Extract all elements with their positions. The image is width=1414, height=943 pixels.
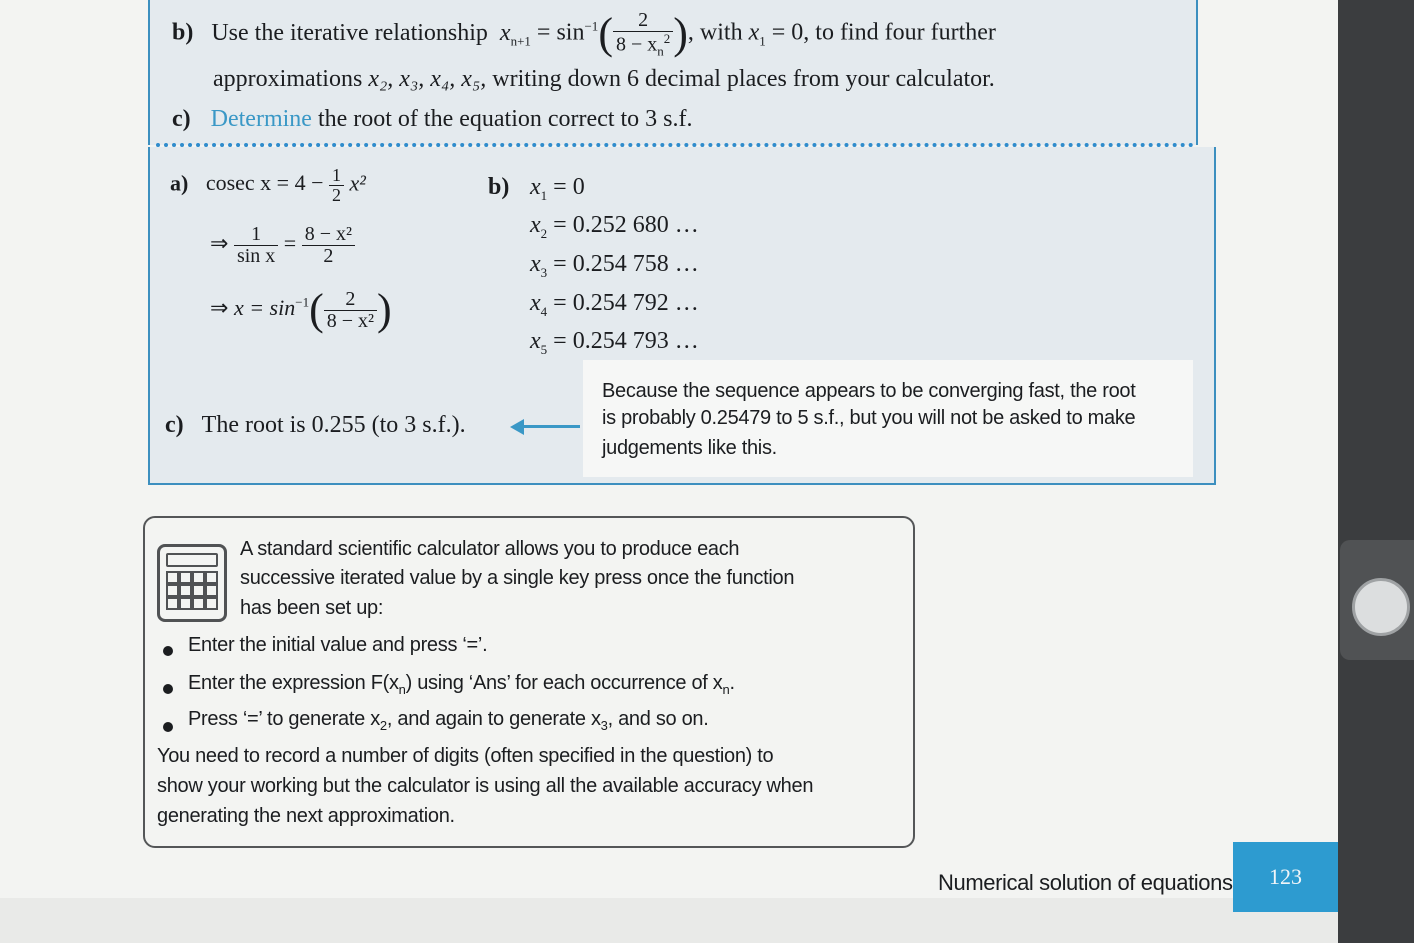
bullet-icon	[163, 684, 173, 694]
question-c-label: c)	[172, 106, 191, 132]
note-line: judgements like this.	[602, 437, 777, 459]
tip-outro: generating the next approximation.	[157, 805, 455, 827]
tip-intro: A standard scientific calculator allows you to produce each	[240, 538, 740, 560]
solution-a-line2: ⇒ $\frac{1}{\text{sin x}}$ = $\frac{\text{8 − x²}}{2}$	[210, 224, 355, 267]
tip-outro: show your working but the calculator is using all the available accuracy when	[157, 775, 814, 797]
question-b-label: b)	[172, 19, 194, 46]
solution-a-label: a)	[170, 170, 189, 196]
arrow-line	[520, 425, 580, 428]
page-number-tab	[1233, 842, 1338, 912]
solution-a-line3: ⇒ $x = \sin^{-1}$( $\frac{2}{\text{8 − x²}}$ )	[210, 285, 392, 334]
page-bottom-strip	[0, 898, 1338, 943]
tip-outro: You need to record a number of digits (often specified in the question) to	[157, 745, 774, 767]
tip-bullet: Press ‘=’ to generate $x_2$, and again to generate $x_3$, and so on.	[188, 708, 709, 733]
iteration-row: $x_3 = 0.254$ 758 …	[530, 251, 699, 280]
note-line: is probably 0.25479 to 5 s.f., but you will not be asked to make	[602, 407, 1136, 429]
calculator-icon	[157, 544, 227, 622]
solution-c: c) The root is 0.255 (to 3 s.f.).	[165, 412, 466, 438]
question-b-continued: approximations x₂, x₃, x₄, x₅, writing down 6 decimal places from your calculator.	[213, 66, 995, 92]
iteration-row: $x_5 = 0.254$ 793 …	[530, 328, 699, 357]
solution-c-label: c)	[165, 412, 184, 438]
iteration-row: $x_2 = 0.252$ 680 …	[530, 212, 699, 241]
note-line: Because the sequence appears to be converging fast, the root	[602, 380, 1136, 402]
bullet-icon	[163, 722, 173, 732]
question-c: c) Determine the root of the equation correct to 3 s.f.	[172, 106, 693, 132]
arrow-left-icon	[510, 419, 524, 435]
bullet-icon	[163, 646, 173, 656]
solution-b-label: b)	[488, 174, 510, 200]
determine-keyword: Determine	[210, 106, 312, 132]
iteration-row: $x_4 = 0.254$ 792 …	[530, 290, 699, 319]
chapter-footer: Numerical solution of equations	[938, 870, 1233, 895]
question-b: b) Use the iterative relationship $x_{n+1} = \sin^{-1}$( $\frac{2}{8 - x_n^2}$ ), with $x_1 = 0$, to find four further	[172, 9, 996, 59]
iteration-row: $x_1 = 0$	[530, 174, 585, 203]
page-number: 123	[1269, 864, 1302, 889]
tip-bullet: Enter the initial value and press ‘=’.	[188, 634, 488, 656]
solution-a-line1: a) cosec x = 4 − $\frac{1}{2}$ x²	[170, 165, 366, 205]
tip-intro: successive iterated value by a single key press once the function	[240, 567, 795, 589]
tip-bullet: Enter the expression $F(x_n)$ using ‘Ans’ for each occurrence of $x_n$.	[188, 672, 735, 697]
tip-intro: has been set up:	[240, 597, 384, 619]
b-formula-fraction: $\frac{2}{8 - x_n^2}$	[613, 10, 673, 58]
home-button-icon[interactable]	[1352, 578, 1410, 636]
